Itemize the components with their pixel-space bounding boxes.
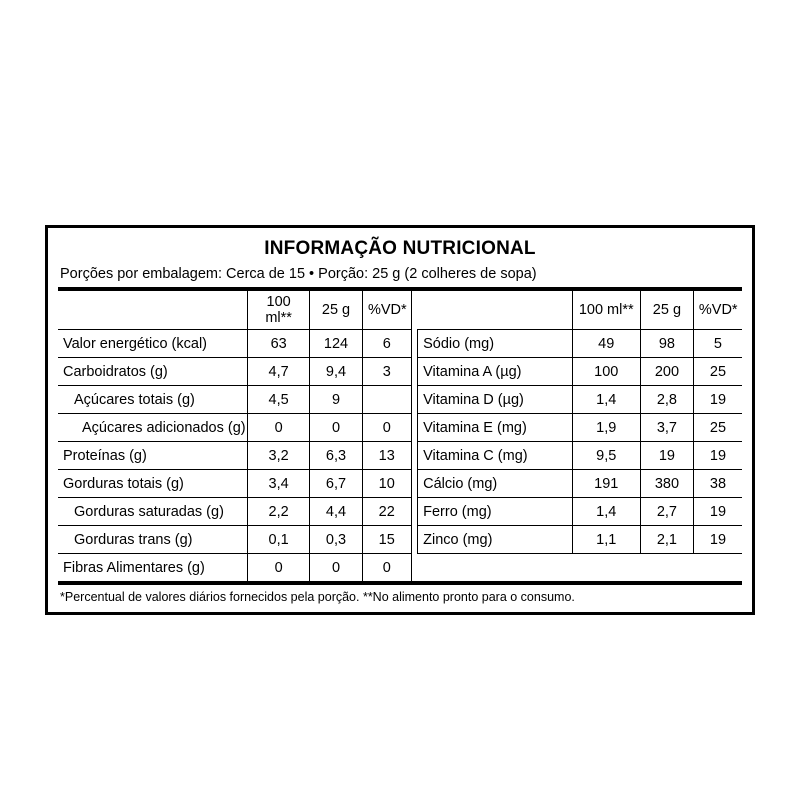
column-gap [411, 358, 418, 386]
value-right-25g: 380 [640, 470, 693, 498]
value-left-vd: 10 [362, 470, 411, 498]
table-row [58, 442, 742, 470]
value-left-100ml: 3,4 [248, 470, 310, 498]
value-right-100ml: 9,5 [572, 442, 640, 470]
table-row [58, 358, 742, 386]
table-row [58, 470, 742, 498]
nutrient-name-left: Proteínas (g) [58, 442, 248, 470]
value-left-100ml: 2,2 [248, 498, 310, 526]
value-left-vd: 0 [362, 554, 411, 582]
nutrient-name-left: Açúcares adicionados (g) [58, 414, 248, 442]
value-left-100ml: 0 [248, 554, 310, 582]
nutrient-name-left: Gorduras trans (g) [58, 526, 248, 554]
value-right-100ml: 100 [572, 358, 640, 386]
value-left-100ml: 63 [248, 330, 310, 358]
header-right-100ml: 100 ml** [572, 291, 640, 330]
nutrient-name-right: Zinco (mg) [418, 526, 572, 554]
value-left-25g: 0,3 [310, 526, 363, 554]
value-left-vd: 6 [362, 330, 411, 358]
column-gap [411, 470, 418, 498]
header-right-vd: %VD* [693, 291, 742, 330]
header-blank-left [58, 291, 248, 330]
column-gap [411, 330, 418, 358]
header-left-25g: 25 g [310, 291, 363, 330]
header-right-25g: 25 g [640, 291, 693, 330]
header-blank-right [418, 291, 572, 330]
value-right-vd: 38 [693, 470, 742, 498]
value-right-100ml: 49 [572, 330, 640, 358]
column-gap [411, 554, 418, 582]
value-left-100ml: 4,7 [248, 358, 310, 386]
table-row [58, 414, 742, 442]
nutrition-table [58, 291, 742, 581]
nutrient-name-right: Vitamina D (µg) [418, 386, 572, 414]
table-row [58, 330, 742, 358]
value-right-100ml: 1,4 [572, 386, 640, 414]
value-left-25g: 9,4 [310, 358, 363, 386]
nutrient-name-right [418, 554, 572, 582]
value-right-25g: 2,8 [640, 386, 693, 414]
value-left-vd: 3 [362, 358, 411, 386]
value-left-vd: 15 [362, 526, 411, 554]
nutrient-name-right: Sódio (mg) [418, 330, 572, 358]
column-gap [411, 498, 418, 526]
value-right-100ml: 1,1 [572, 526, 640, 554]
nutrient-name-left: Gorduras totais (g) [58, 470, 248, 498]
table-row [58, 554, 742, 582]
value-right-25g: 2,7 [640, 498, 693, 526]
value-right-100ml: 1,9 [572, 414, 640, 442]
nutrient-name-right: Ferro (mg) [418, 498, 572, 526]
value-right-vd: 19 [693, 386, 742, 414]
nutrition-table-body [58, 291, 742, 581]
value-left-vd [362, 386, 411, 414]
nutrient-name-right: Vitamina E (mg) [418, 414, 572, 442]
value-left-100ml: 3,2 [248, 442, 310, 470]
value-left-100ml: 0 [248, 414, 310, 442]
nutrient-name-left: Açúcares totais (g) [58, 386, 248, 414]
nutrient-name-left: Fibras Alimentares (g) [58, 554, 248, 582]
value-left-25g: 4,4 [310, 498, 363, 526]
value-left-vd: 22 [362, 498, 411, 526]
value-right-vd: 19 [693, 498, 742, 526]
portions-line: Porções por embalagem: Cerca de 15 • Porção: 25 g (2 colheres de sopa) [60, 266, 537, 282]
table-header-row [58, 291, 742, 330]
table-row [58, 526, 742, 554]
panel-title: INFORMAÇÃO NUTRICIONAL [264, 238, 536, 259]
value-left-25g: 6,3 [310, 442, 363, 470]
nutrient-name-left: Gorduras saturadas (g) [58, 498, 248, 526]
value-left-25g: 124 [310, 330, 363, 358]
nutrient-name-left: Valor energético (kcal) [58, 330, 248, 358]
value-right-vd: 19 [693, 526, 742, 554]
header-left-vd: %VD* [362, 291, 411, 330]
value-right-vd: 19 [693, 442, 742, 470]
nutrient-name-right: Vitamina A (µg) [418, 358, 572, 386]
nutrient-name-right: Cálcio (mg) [418, 470, 572, 498]
nutrition-facts-panel [45, 225, 755, 615]
column-gap [411, 414, 418, 442]
value-left-25g: 9 [310, 386, 363, 414]
column-gap [411, 386, 418, 414]
footnote: *Percentual de valores diários fornecidos pela porção. **No alimento pronto para o consumo. [60, 590, 575, 604]
value-left-vd: 0 [362, 414, 411, 442]
value-right-100ml: 1,4 [572, 498, 640, 526]
value-right-25g: 19 [640, 442, 693, 470]
value-left-100ml: 0,1 [248, 526, 310, 554]
value-right-vd: 25 [693, 358, 742, 386]
table-row [58, 498, 742, 526]
value-right-25g: 3,7 [640, 414, 693, 442]
value-left-25g: 0 [310, 554, 363, 582]
value-left-25g: 0 [310, 414, 363, 442]
value-left-25g: 6,7 [310, 470, 363, 498]
value-right-25g: 98 [640, 330, 693, 358]
column-gap [411, 526, 418, 554]
value-right-100ml: 191 [572, 470, 640, 498]
nutrient-name-right: Vitamina C (mg) [418, 442, 572, 470]
value-right-100ml [572, 554, 640, 582]
value-right-vd [693, 554, 742, 582]
table-row [58, 386, 742, 414]
column-gap [411, 291, 418, 330]
value-right-25g: 2,1 [640, 526, 693, 554]
column-gap [411, 442, 418, 470]
value-right-25g [640, 554, 693, 582]
value-right-25g: 200 [640, 358, 693, 386]
value-right-vd: 25 [693, 414, 742, 442]
value-right-vd: 5 [693, 330, 742, 358]
value-left-100ml: 4,5 [248, 386, 310, 414]
value-left-vd: 13 [362, 442, 411, 470]
header-left-100ml: 100 ml** [248, 291, 310, 330]
nutrient-name-left: Carboidratos (g) [58, 358, 248, 386]
